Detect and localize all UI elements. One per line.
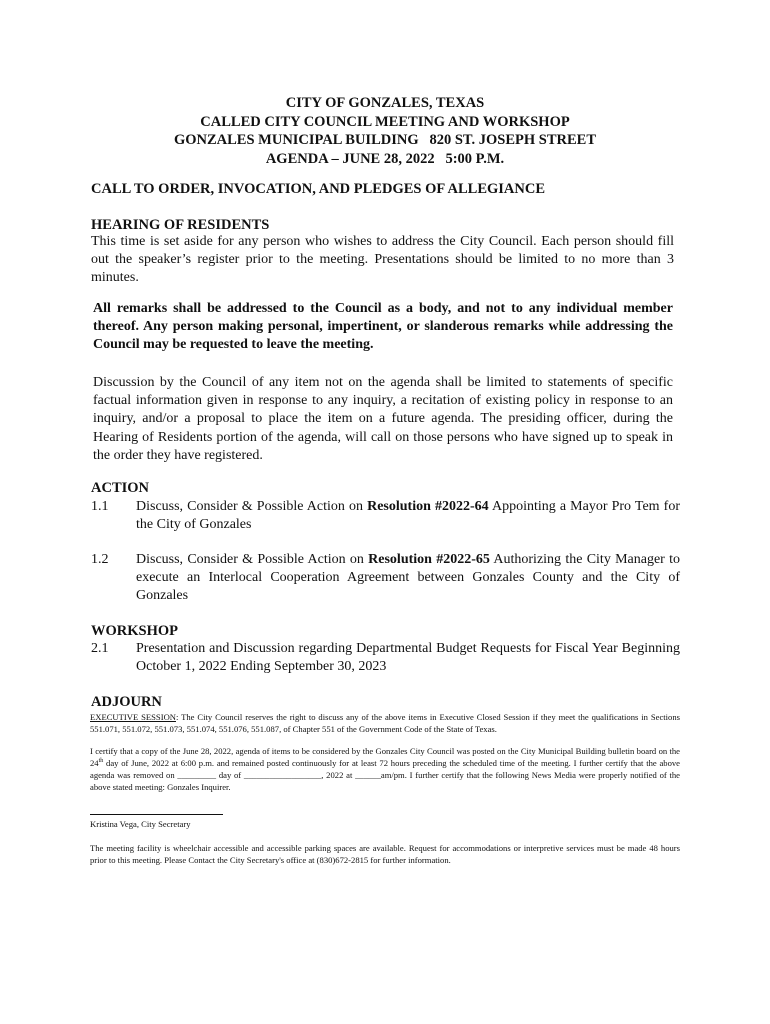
call-to-order-heading: CALL TO ORDER, INVOCATION, AND PLEDGES OF ALLEGIANCE [91, 181, 545, 197]
workshop-heading: WORKSHOP [91, 623, 179, 639]
hearing-heading: HEARING OF RESIDENTS [91, 217, 270, 233]
action-item-text: Discuss, Consider & Possible Action on [136, 552, 369, 567]
resolution-number: Resolution #2022-64 [367, 499, 489, 514]
action-item-number: 1.1 [91, 499, 109, 514]
certification-text: day of June, 2022 at 6:00 p.m. and remained posted continuously for at least 72 hours preceding the scheduled time of the meeting. I further certify that the above agenda was removed on _________ day of __________________, 2022 at ______am/pm. I further certify that the following News Media were properly notified of the above stated meeting: Gonzales Inquirer. [90, 758, 680, 792]
action-item-text: Discuss, Consider & Possible Action on [136, 499, 368, 514]
adjourn-heading: ADJOURN [91, 694, 162, 710]
certification-superscript: th [98, 758, 104, 765]
workshop-item-number: 2.1 [91, 641, 109, 656]
header-location: GONZALES MUNICIPAL BUILDING 820 ST. JOSEPH STREET [173, 132, 597, 148]
action-item-text: Appointing a Mayor Pro Tem for the City of Gonzales [136, 499, 680, 532]
resolution-number: Resolution #2022-65 [368, 552, 490, 567]
agenda-header [0, 94, 770, 168]
hearing-text: This time is set aside for any person who wishes to address the City Council. Each person should fill out the speaker’s register prior to the meeting. Presentations should be limited to no more than 3 minutes. [91, 234, 674, 285]
remarks-notice: All remarks shall be addressed to the Council as a body, and not to any individual member thereof. Any person making personal, impertinent, or slanderous remarks while addressing the Council may be requested to leave the meeting. [93, 301, 673, 352]
certification-note [90, 745, 680, 793]
action-item-text: Authorizing the City Manager to execute an Interlocal Cooperation Agreement between Gonzales County and the City of Gonzales [136, 552, 681, 603]
header-city: CITY OF GONZALES, TEXAS [285, 95, 485, 111]
action-item-number: 1.2 [91, 552, 109, 567]
executive-session-label: EXECUTIVE SESSION [90, 712, 176, 722]
discussion-notice: Discussion by the Council of any item not on the agenda shall be limited to statements of specific factual information given in response to any inquiry, a recitation of existing policy in response to an inquiry, and/or a proposal to place the item on a future agenda. The presiding officer, during the Hearing of Residents portion of the agenda, will call on those persons who have signed up to speak in the order they have registered. [93, 375, 673, 463]
certification-text: I certify that a copy of the June 28, 2022, agenda of items to be considered by the Gonzales City Council was posted on the City Municipal Building bulletin board on the 24 [90, 746, 680, 768]
executive-session-text: : The City Council reserves the right to discuss any of the above items in Executive Closed Session if they meet the qualifications in Sections 551.071, 551.072, 551.073, 551.074, 551.076, 551.087, of Chapter 551 of the Government Code of the State of Texas. [90, 712, 680, 734]
action-item [136, 551, 680, 605]
executive-session-note [90, 711, 680, 735]
signature-name: Kristina Vega, City Secretary [90, 819, 191, 829]
accessibility-note: The meeting facility is wheelchair accessible and accessible parking spaces are available. Request for accommodations or interpretive services must be made 48 hours prior to this meeting. Please Contact the City Secretary's office at (830)672-2815 for further information. [90, 843, 680, 865]
header-date: AGENDA – JUNE 28, 2022 5:00 P.M. [265, 150, 505, 167]
header-meeting: CALLED CITY COUNCIL MEETING AND WORKSHOP [200, 113, 570, 130]
signature-line [90, 814, 223, 815]
action-heading: ACTION [91, 480, 150, 496]
action-item [136, 498, 680, 534]
workshop-item: Presentation and Discussion regarding Departmental Budget Requests for Fiscal Year Beginning October 1, 2022 Ending September 30, 2023 [136, 641, 680, 674]
